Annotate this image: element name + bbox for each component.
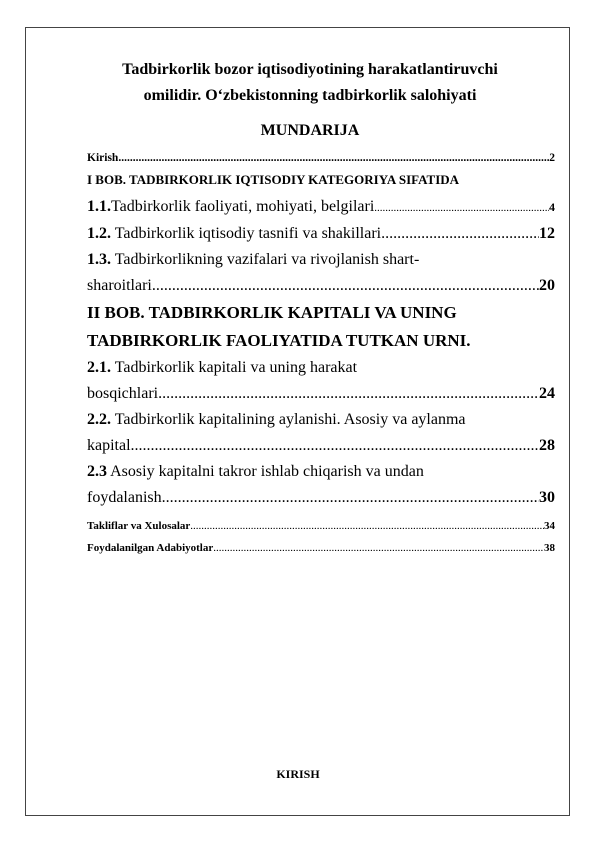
dot-leader [162, 485, 539, 511]
dot-leader [158, 381, 539, 407]
toc-heading: MUNDARIJA [260, 122, 360, 139]
toc-entry-page: 24 [539, 385, 555, 402]
section-number: 1.2. [87, 225, 111, 242]
toc-entry-1-3-continued[interactable] [87, 273, 555, 299]
toc-entry-page: 4 [549, 200, 555, 214]
toc-chapter-2-line-1[interactable]: II BOB. TADBIRKORLIK KAPITALI VA UNING [87, 303, 457, 322]
toc-entry-1-3[interactable] [87, 247, 555, 273]
toc-entry-label-line-2: foydalanish [87, 489, 162, 506]
toc-entry-2-2[interactable] [87, 407, 555, 433]
dot-leader [118, 147, 549, 169]
dot-leader [381, 221, 539, 247]
toc-entry-takliflar[interactable] [87, 515, 555, 537]
toc-entry-2-1-continued[interactable] [87, 381, 555, 407]
toc-entry-label-line-2: bosqichlari [87, 385, 159, 402]
section-number: 1.1. [87, 198, 111, 215]
table-of-contents [87, 147, 555, 559]
section-heading-kirish: KIRISH [276, 767, 320, 781]
toc-entry-2-3[interactable] [87, 459, 555, 485]
toc-chapter-2-line-2[interactable]: TADBIRKORLIK FAOLIYATIDA TUTKAN URNI. [87, 331, 471, 350]
toc-entry-label-line-1: Tadbirkorlik kapitalining aylanishi. Asosiy va aylanma [111, 411, 466, 428]
toc-entry-label-line-1: Asosiy kapitalni takror ishlab chiqarish va undan [107, 463, 424, 480]
toc-chapter-1[interactable]: I BOB. TADBIRKORLIK IQTISODIY KATEGORIYA SIFATIDA [87, 172, 460, 187]
toc-entry-page: 28 [539, 437, 555, 454]
toc-entry-label-line-2: kapital [87, 437, 131, 454]
dot-leader [131, 433, 539, 459]
toc-entry-page: 12 [539, 225, 555, 242]
toc-entry-label: Tadbirkorlik iqtisodiy tasnifi va shakillari [111, 225, 382, 242]
toc-entry-1-1[interactable] [87, 194, 555, 221]
section-number: 2.2. [87, 411, 111, 428]
section-number: 1.3. [87, 251, 111, 268]
toc-entry-page: 30 [539, 489, 555, 506]
toc-entry-1-2[interactable] [87, 221, 555, 247]
toc-entry-adabiyotlar[interactable] [87, 537, 555, 559]
toc-entry-page: 34 [544, 520, 555, 532]
toc-entry-label: Tadbirkorlik faoliyati, mohiyati, belgilari [111, 198, 375, 215]
document-title [60, 57, 560, 109]
dot-leader [152, 273, 539, 299]
section-number: 2.1. [87, 359, 111, 376]
title-line-1: Tadbirkorlik bozor iqtisodiyotining harakatlantiruvchi [122, 61, 498, 78]
toc-entry-label: Takliflar va Xulosalar [87, 520, 191, 532]
toc-entry-page: 38 [544, 542, 555, 554]
toc-entry-label: Kirish [87, 152, 119, 164]
section-number: 2.3 [87, 463, 107, 480]
title-line-2: omilidir. O‘zbekistonning tadbirkorlik salohiyati [143, 87, 477, 104]
dot-leader [374, 195, 549, 221]
toc-entry-label-line-1: Tadbirkorlikning vazifalari va rivojlanish shart- [111, 251, 420, 268]
toc-entry-label-line-1: Tadbirkorlik kapitali va uning harakat [111, 359, 358, 376]
toc-entry-2-3-continued[interactable] [87, 485, 555, 511]
toc-entry-label: Foydalanilgan Adabiyotlar [87, 542, 214, 554]
toc-entry-2-1[interactable] [87, 355, 555, 381]
toc-entry-2-2-continued[interactable] [87, 433, 555, 459]
dot-leader [213, 537, 544, 559]
toc-entry-page: 20 [539, 277, 555, 294]
dot-leader [190, 515, 544, 537]
toc-entry-kirish[interactable] [87, 147, 555, 169]
toc-entry-label-line-2: sharoitlari [87, 277, 152, 294]
toc-entry-page: 2 [549, 152, 555, 164]
